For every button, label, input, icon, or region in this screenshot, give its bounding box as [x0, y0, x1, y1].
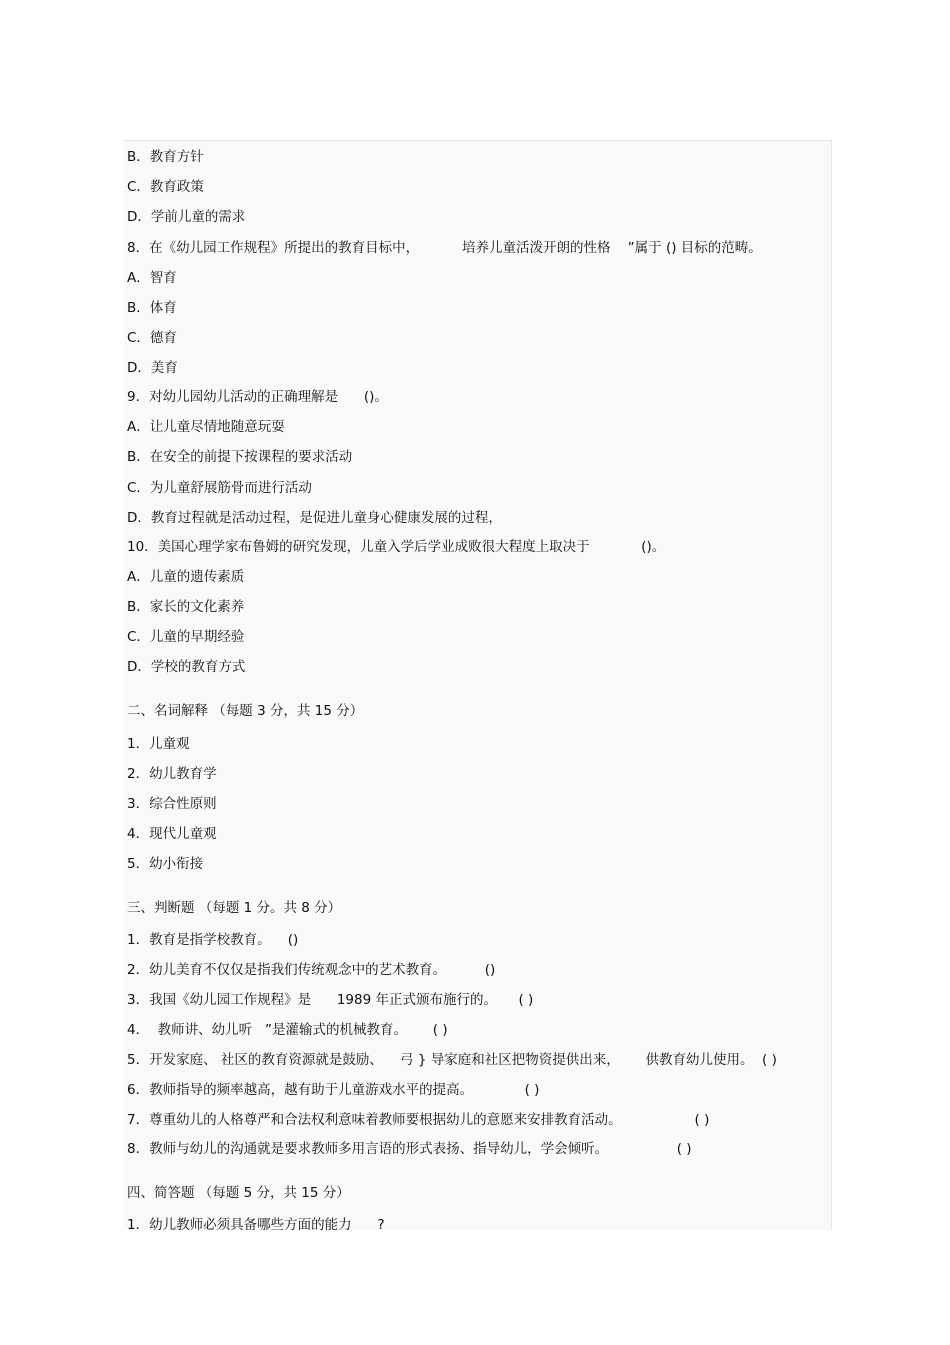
- line-short-answer-1: 1．幼儿教师必须具备哪些方面的能力 ?: [127, 1217, 385, 1233]
- line-definition-3: 3．综合性原则: [127, 796, 217, 812]
- line-option-b-q8: B．体育: [127, 300, 177, 316]
- section-heading-definitions: 二、名词解释 （每题 3 分，共 15 分）: [127, 703, 364, 719]
- line-definition-2: 2．幼儿教育学: [127, 766, 217, 782]
- line-judgement-5: 5．开发家庭、 社区的教育资源就是鼓励、 弓 } 导家庭和社区把物资提供出来， 供教育幼儿使用。 ( ): [127, 1052, 777, 1068]
- line-judgement-6: 6．教师指导的频率越高，越有助于儿童游戏水平的提高。 ( ): [127, 1082, 540, 1098]
- line-judgement-2: 2．幼儿美育不仅仅是指我们传统观念中的艺术教育。 (): [127, 962, 496, 978]
- line-option-d-q10: D．学校的教育方式: [127, 659, 246, 675]
- line-option-c-q10: C．儿童的早期经验: [127, 629, 245, 645]
- line-option-b-q7: B．教育方针: [127, 149, 204, 165]
- line-question-8: 8．在《幼儿园工作规程》所提出的教育目标中， 培养儿童活泼开朗的性格 ”属于 () 目标的范畴。: [127, 240, 762, 256]
- line-option-d-q8: D．美育: [127, 360, 178, 376]
- line-definition-1: 1．儿童观: [127, 736, 190, 752]
- line-question-9: 9．对幼儿园幼儿活动的正确理解是 ()。: [127, 389, 388, 405]
- line-option-c-q7: C．教育政策: [127, 179, 204, 195]
- line-question-10: 10．美国心理学家布鲁姆的研究发现，儿童入学后学业成败很大程度上取决于 ()。: [127, 539, 666, 555]
- line-option-a-q9: A．让儿童尽情地随意玩耍: [127, 419, 285, 435]
- line-option-a-q10: A．儿童的遗传素质: [127, 569, 245, 585]
- line-option-d-q9: D．教育过程就是活动过程，是促进儿童身心健康发展的过程，: [127, 510, 502, 526]
- line-option-b-q10: B．家长的文化素养: [127, 599, 245, 615]
- line-option-d-q7: D．学前儿童的需求: [127, 209, 246, 225]
- section-heading-short-answer: 四、简答题 （每题 5 分，共 15 分）: [127, 1185, 350, 1201]
- line-option-c-q8: C．德育: [127, 330, 177, 346]
- line-option-b-q9: B．在安全的前提下按课程的要求活动: [127, 449, 353, 465]
- section-heading-true-false: 三、判断题 （每题 1 分。共 8 分）: [127, 900, 342, 916]
- line-definition-5: 5．幼小衔接: [127, 856, 204, 872]
- line-option-c-q9: C．为儿童舒展筋骨而进行活动: [127, 480, 312, 496]
- line-judgement-4: 4． 教师讲、幼儿听 ”是灌输式的机械教育。 ( ): [127, 1022, 448, 1038]
- line-judgement-1: 1．教育是指学校教育。 (): [127, 932, 299, 948]
- line-judgement-3: 3．我国《幼儿园工作规程》是 1989 年正式颁布施行的。 ( ): [127, 992, 534, 1008]
- line-definition-4: 4．现代儿童观: [127, 826, 217, 842]
- line-option-a-q8: A．智育: [127, 270, 177, 286]
- line-judgement-7: 7．尊重幼儿的人格尊严和合法权利意味着教师要根据幼儿的意愿来安排教育活动。 ( ): [127, 1112, 710, 1128]
- line-judgement-8: 8．教师与幼儿的沟通就是要求教师多用言语的形式表扬、指导幼儿，学会倾听。 ( ): [127, 1141, 692, 1157]
